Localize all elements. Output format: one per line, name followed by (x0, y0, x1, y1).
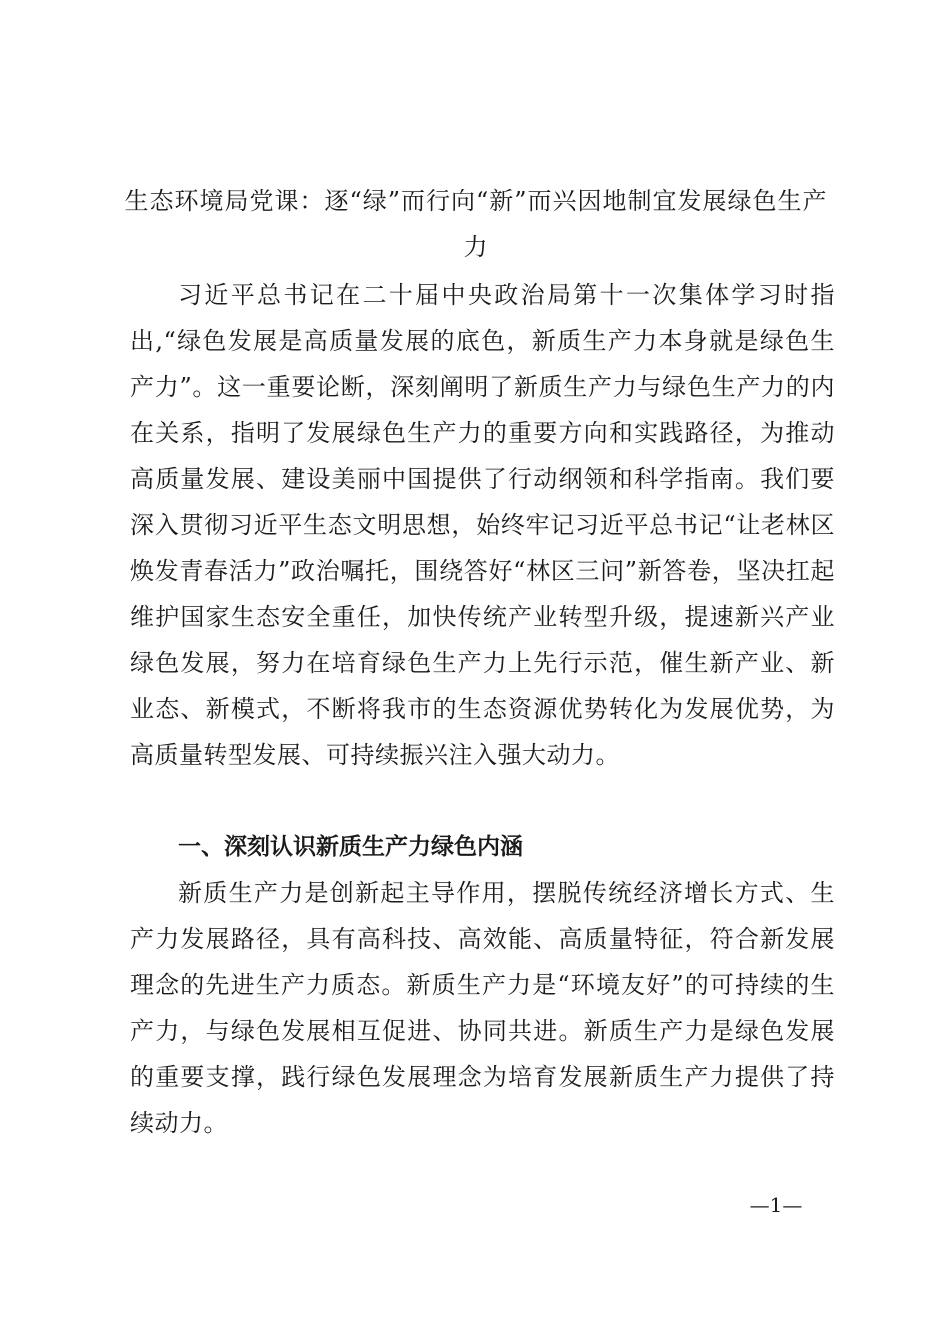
body-paragraph: 新质生产力是创新起主导作用，摆脱传统经济增长方式、生产力发展路径，具有高科技、高效能、高质量特征，符合新发展理念的先进生产力质态。新质生产力是“环境友好”的可持续的生产力，与绿色发展相互促进、协同共进。新质生产力是绿色发展的重要支撑，践行绿色发展理念为培育发展新质生产力提供了持续动力。 (130, 879, 835, 1137)
section-heading: 一、深刻认识新质生产力绿色内涵 (178, 834, 523, 860)
page-number: —1— (749, 1193, 803, 1217)
body-paragraph: 习近平总书记在二十届中央政治局第十一次集体学习时指出,“绿色发展是高质量发展的底色，新质生产力本身就是绿色生产力”。这一重要论断，深刻阐明了新质生产力与绿色生产力的内在关系，指明了发展绿色生产力的重要方向和实践路径，为推动高质量发展、建设美丽中国提供了行动纲领和科学指南。我们要深入贯彻习近平生态文明思想，始终牢记习近平总书记“让老林区焕发青春活力”政治嘱托，围绕答好“林区三问”新答卷，坚决扛起维护国家生态安全重任，加快传统产业转型升级，提速新兴产业绿色发展，努力在培育绿色生产力上先行示范，催生新产业、新业态、新模式，不断将我市的生态资源优势转化为发展优势，为高质量转型发展、可持续振兴注入强大动力。 (130, 281, 835, 769)
document-title: 生态环境局党课：逐“绿”而行向“新”而兴因地制宜发展绿色生产力 (124, 187, 828, 261)
